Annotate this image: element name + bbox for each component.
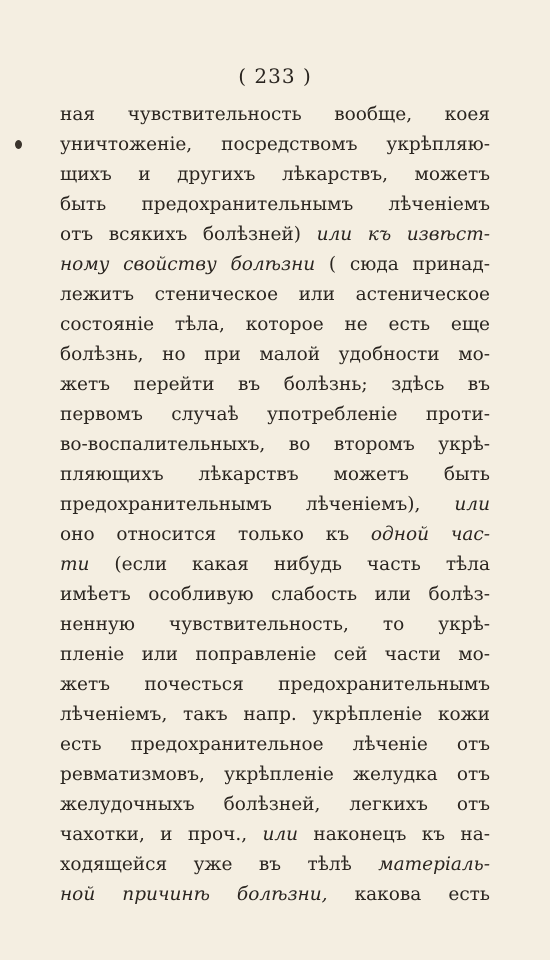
text-segment: имѣетъ особливую слабость или болѣз- — [60, 584, 490, 605]
text-line — [60, 400, 490, 430]
text-segment: наконецъ къ на- — [298, 824, 490, 845]
text-segment: жетъ перейти въ болѣзнь; здѣсь въ — [60, 374, 490, 395]
italic-text-segment: или къ извѣст- — [316, 224, 491, 245]
italic-text-segment: ти — [60, 554, 90, 575]
text-line — [60, 580, 490, 610]
italic-text-segment: матеріаль- — [378, 854, 490, 875]
text-line — [60, 850, 490, 880]
text-segment: какова есть — [327, 884, 490, 905]
text-segment: лежитъ стеническое или астеническое — [60, 284, 490, 305]
text-line — [60, 790, 490, 820]
text-line — [60, 520, 490, 550]
text-line — [60, 220, 490, 250]
italic-text-segment: ному свойству болѣзни — [60, 254, 316, 275]
text-line — [60, 430, 490, 460]
text-line — [60, 310, 490, 340]
text-line — [60, 610, 490, 640]
text-segment: предохранительнымъ лѣченіемъ), — [60, 494, 455, 515]
text-segment: ревматизмовъ, укрѣпленіе желудка отъ — [60, 764, 490, 785]
text-line — [60, 670, 490, 700]
text-segment: ненную чувствительность, то укрѣ- — [60, 614, 490, 635]
text-segment: болѣзнь, но при малой удобности мо- — [60, 344, 490, 365]
italic-text-segment: ной причинѣ болѣзни, — [60, 884, 328, 905]
page-number-header: ( 233 ) — [238, 64, 312, 88]
ink-blot-mark — [15, 140, 22, 149]
italic-text-segment: или — [454, 494, 490, 515]
text-segment: жетъ почесться предохранительнымъ — [60, 674, 490, 695]
text-segment: пленіе или поправленіе сей части мо- — [60, 644, 490, 665]
text-segment: лѣченіемъ, такъ напр. укрѣпленіе кожи — [60, 704, 490, 725]
italic-text-segment: или — [262, 824, 299, 845]
text-line — [60, 160, 490, 190]
text-segment: пляющихъ лѣкарствъ можетъ быть — [60, 464, 490, 485]
text-line — [60, 760, 490, 790]
text-line — [60, 340, 490, 370]
text-line — [60, 730, 490, 760]
text-line — [60, 100, 490, 130]
text-segment: первомъ случаѣ употребленіе проти- — [60, 404, 490, 425]
text-line — [60, 280, 490, 310]
text-line — [60, 250, 490, 280]
text-segment: ( сюда принад- — [315, 254, 490, 275]
text-line — [60, 370, 490, 400]
page-text-body — [60, 100, 490, 910]
text-line — [60, 490, 490, 520]
text-line — [60, 700, 490, 730]
text-segment: щихъ и другихъ лѣкарствъ, можетъ — [60, 164, 490, 185]
text-line — [60, 550, 490, 580]
text-segment: ходящейся уже въ тѣлѣ — [60, 854, 379, 875]
text-line — [60, 190, 490, 220]
text-segment: отъ всякихъ болѣзней) — [60, 224, 317, 245]
text-line — [60, 130, 490, 160]
text-line — [60, 460, 490, 490]
text-segment: (если какая нибудь часть тѣла — [89, 554, 490, 575]
text-segment: оно относится только къ — [60, 524, 371, 545]
text-line — [60, 640, 490, 670]
text-segment: уничтоженіе, посредствомъ укрѣпляю- — [60, 134, 490, 155]
text-line — [60, 880, 490, 910]
italic-text-segment: одной час- — [370, 524, 490, 545]
text-segment: желудочныхъ болѣзней, легкихъ отъ — [60, 794, 490, 815]
text-segment: есть предохранительное лѣченіе отъ — [60, 734, 490, 755]
text-segment: состояніе тѣла, которое не есть еще — [60, 314, 490, 335]
text-line — [60, 820, 490, 850]
text-segment: ная чувствительность вообще, коея — [60, 104, 490, 125]
text-segment: во-воспалительныхъ, во второмъ укрѣ- — [60, 434, 490, 455]
text-segment: чахотки, и проч., — [60, 824, 263, 845]
text-segment: быть предохранительнымъ лѣченіемъ — [60, 194, 490, 215]
